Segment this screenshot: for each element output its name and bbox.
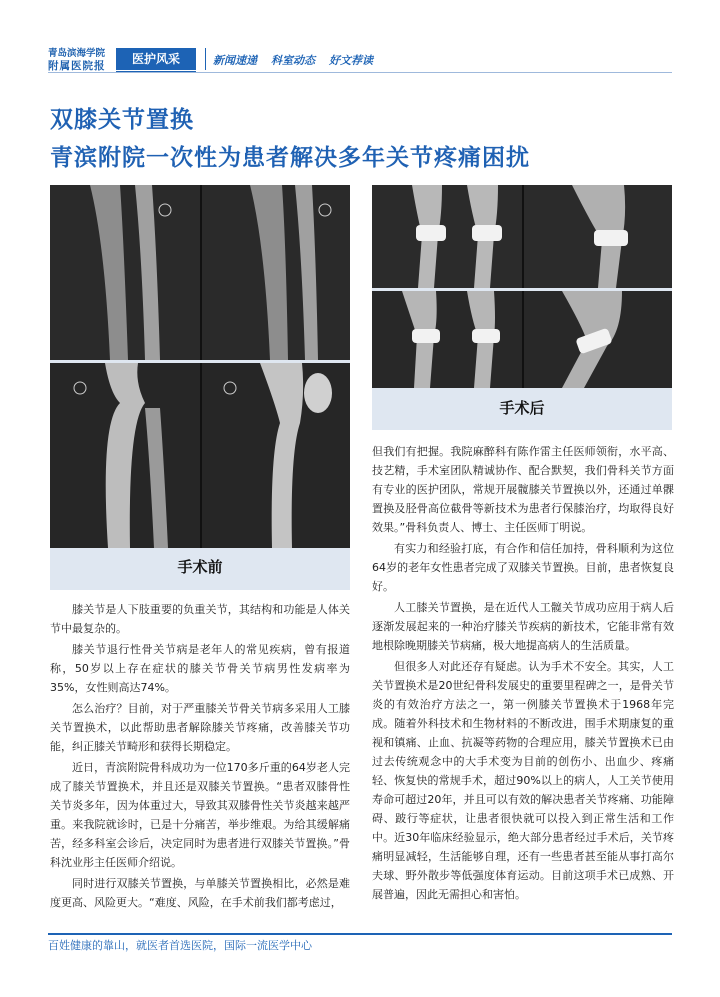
xray-after-top	[372, 185, 672, 288]
before-caption: 手术前	[177, 558, 223, 576]
xray-before-top	[50, 185, 350, 360]
xray-before-bottom	[50, 363, 350, 548]
paragraph: 膝关节退行性骨关节病是老年人的常见疾病，曾有报道称，50岁以上存在症状的膝关节骨关节病男性发病率为35%，女性则高达74%。	[50, 643, 350, 694]
headline-line1: 双膝关节置换	[50, 107, 194, 133]
paragraph: 人工膝关节置换，是在近代人工髋关节成功应用于病人后逐渐发展起来的一种治疗膝关节疾病的新技术，它能非常有效地根除晚期膝关节病痛，极大地提高病人的生活质量。	[372, 601, 674, 652]
paragraph: 膝关节是人下肢重要的负重关节，其结构和功能是人体关节中最复杂的。	[50, 603, 350, 635]
paragraph: 怎么治疗？目前，对于严重膝关节骨关节病多采用人工膝关节置换术，以此帮助患者解除膝关节疼痛，改善膝关节功能，纠正膝关节畸形和获得长期稳定。	[50, 702, 350, 753]
masthead-line1: 青岛滨海学院	[48, 48, 106, 59]
footer-slogan: 百姓健康的靠山，就医者首选医院，国际一流医学中心	[48, 939, 312, 952]
masthead-logo	[48, 48, 108, 72]
after-caption: 手术后	[499, 399, 545, 417]
footer-rule	[48, 933, 672, 935]
section-tab: 医护风采	[116, 48, 196, 70]
paragraph: 但很多人对此还存有疑虑。认为手术不安全。其实，人工关节置换术是20世纪骨科发展史的重要里程碑之一，是骨关节炎的有效治疗方法之一，第一例膝关节置换术于1968年完成。随着外科技术和生物材料的不断改进，围手术期康复的重视和镇痛、止血、抗凝等药物的合理应用，膝关节置换术已由过去传统观念中的大手术变为目前的创伤小、出血少、疼痛轻、恢复快的常规手术，超过90%以上的病人，人工关节使用寿命可超过20年，并且可以有效的解决患者关节疼痛、功能障碍、跛行等症状，让患者很快就可以投入到正常生活和工作中。近30年临床经验显示，绝大部分患者经过手术后，关节疼痛明显减轻，生活能够自理，还有一些患者甚至能从事打高尔夫球、野外散步等低强度体育运动。目前这项手术已成熟、开展普遍，因此无需担心和害怕。	[372, 660, 674, 901]
header-rule	[48, 72, 672, 73]
paragraph: 近日，青滨附院骨科成功为一位170多斤重的64岁老人完成了膝关节置换术，并且还是双膝关节置换。“患者双膝骨性关节炎多年，因为体重过大，导致其双膝骨性关节炎越来越严重。来我院就诊时，已是十分痛苦，举步维艰。为给其缓解痛苦，经多科室会诊后，决定同时为患者进行双膝关节置换。”骨科沈业彤主任医师介绍说。	[50, 761, 350, 869]
nav-reading: 好文荐读	[329, 54, 373, 67]
article-left-column	[50, 600, 350, 914]
paragraph: 有实力和经验打底，有合作和信任加持，骨科顺利为这位64岁的老年女性患者完成了双膝关节置换。目前，患者恢复良好。	[372, 542, 674, 593]
header-divider	[205, 48, 206, 70]
after-surgery-panel	[372, 185, 672, 430]
nav-news: 新闻速递	[213, 54, 257, 67]
nav-department: 科室动态	[271, 54, 315, 67]
paragraph: 但我们有把握。我院麻醉科有陈作雷主任医师领衔，水平高、技艺精，手术室团队精诚协作、配合默契，我们骨科关节方面有专业的医护团队，常规开展髋膝关节置换以外，还通过单髁置换及胫骨高位截骨等新技术为患者行保膝治疗，均取得良好效果。”骨科负责人、博士、主任医师丁明说。	[372, 445, 674, 534]
article-right-column	[372, 442, 674, 906]
paragraph: 同时进行双膝关节置换，与单膝关节置换相比，必然是难度更高、风险更大。“难度、风险，在手术前我们都考虑过，	[50, 877, 350, 909]
before-surgery-panel	[50, 185, 350, 590]
headline-line2: 青滨附院一次性为患者解决多年关节疼痛困扰	[50, 145, 530, 171]
xray-after-bottom	[372, 291, 672, 388]
masthead-line2: 附属医院报	[48, 60, 106, 72]
